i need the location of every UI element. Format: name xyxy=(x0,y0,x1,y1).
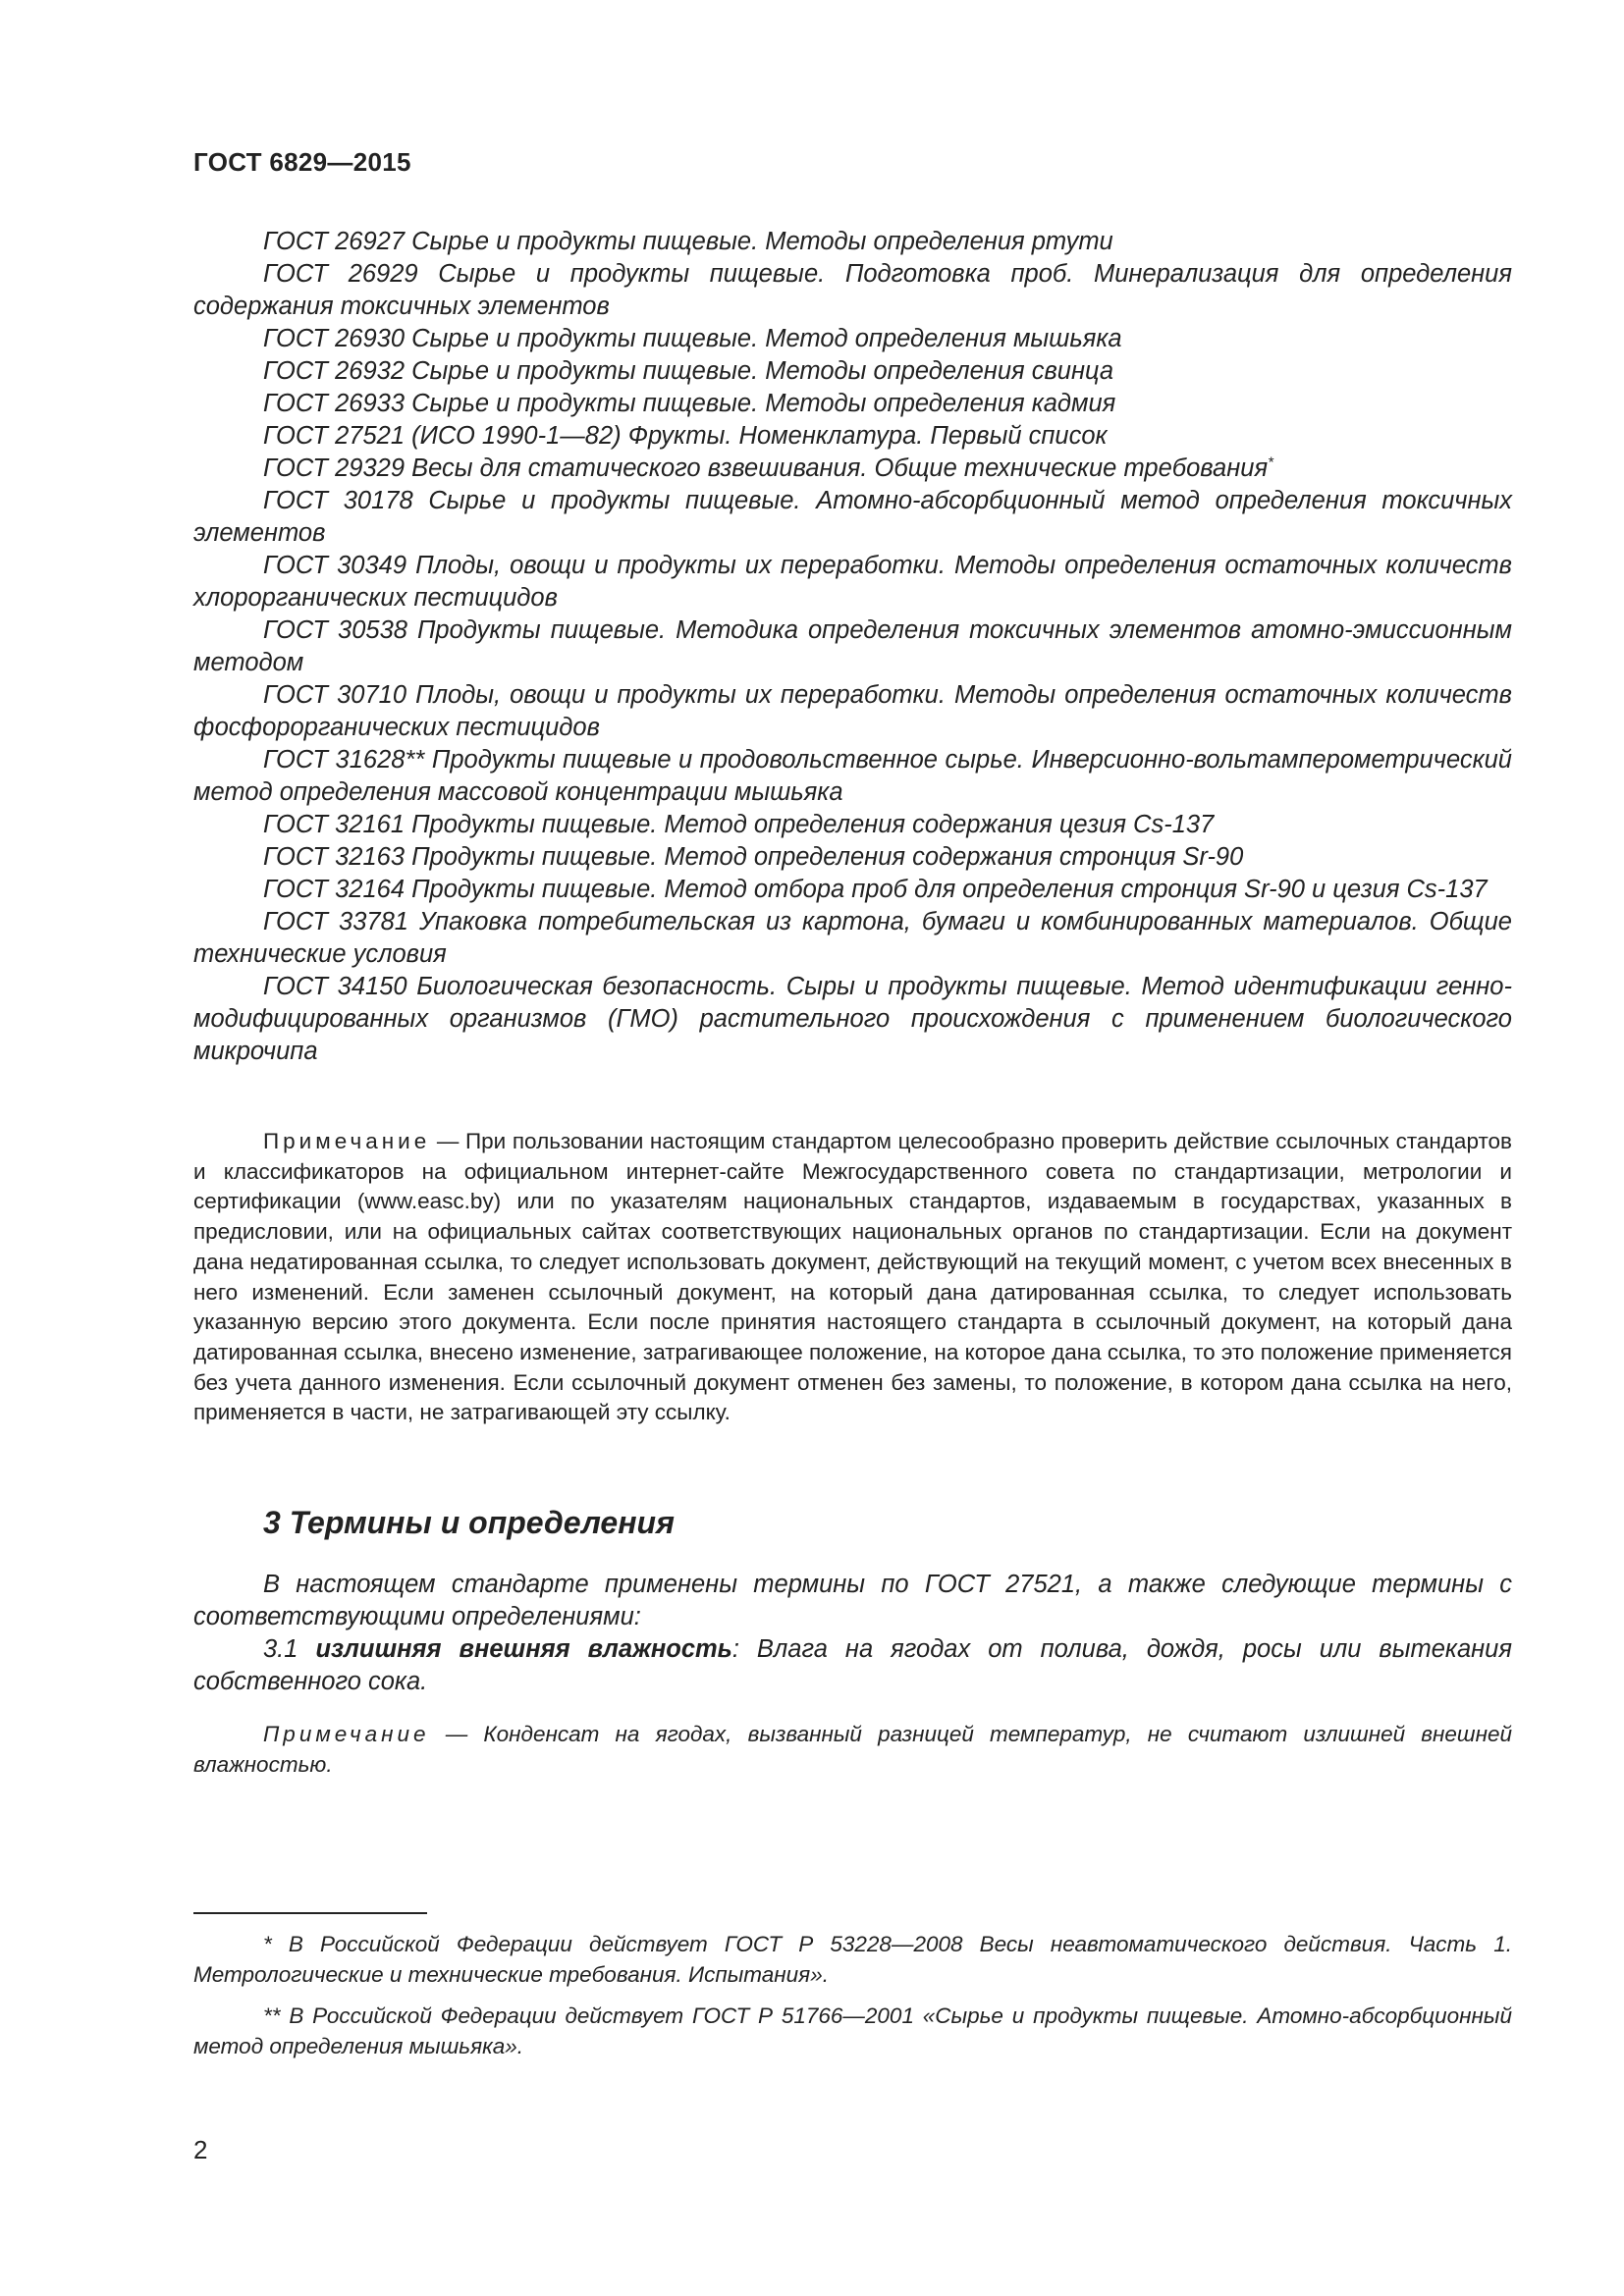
reference-item: ГОСТ 29329 Весы для статического взвешивания. Общие технические требования* xyxy=(263,454,1273,482)
footnotes xyxy=(193,1930,1512,2074)
footnote: ** В Российской Федерации действует ГОСТ Р 51766—2001 «Сырье и продукты пищевые. Атомно-абсорбционный метод определения мышьяка». xyxy=(193,2003,1512,2059)
page-number: 2 xyxy=(193,2135,208,2164)
term-note: Примечание — Конденсат на ягодах, вызванный разницей температур, не считают излишней внешней влажностью. xyxy=(193,1722,1512,1777)
reference-item: ГОСТ 30710 Плоды, овощи и продукты их переработки. Методы определения остаточных количеств фосфорорганических пестицидов xyxy=(193,681,1512,741)
section-title: 3 Термины и определения xyxy=(263,1505,675,1540)
references-note xyxy=(193,1127,1512,1428)
reference-item: ГОСТ 30538 Продукты пищевые. Методика определения токсичных элементов атомно-эмиссионным методом xyxy=(193,616,1512,676)
reference-item: ГОСТ 33781 Упаковка потребительская из картона, бумаги и комбинированных материалов. Общие технические условия xyxy=(193,908,1512,968)
term-definition: 3.1 излишняя внешняя влажность: Влага на ягодах от полива, дождя, росы или вытекания собственного сока. xyxy=(193,1635,1512,1695)
reference-item: ГОСТ 30178 Сырье и продукты пищевые. Атомно-абсорбционный метод определения токсичных элементов xyxy=(193,487,1512,547)
note-label: Примечание xyxy=(263,1129,431,1153)
reference-item: ГОСТ 31628** Продукты пищевые и продовольственное сырье. Инверсионно-вольтамперометрический метод определения массовой концентрации мышьяка xyxy=(193,746,1512,806)
document-header: ГОСТ 6829—2015 xyxy=(193,147,411,177)
reference-item: ГОСТ 27521 (ИСО 1990-1—82) Фрукты. Номенклатура. Первый список xyxy=(263,422,1108,450)
section-body xyxy=(193,1569,1512,1780)
normative-references-list xyxy=(193,226,1512,1068)
reference-item: ГОСТ 26927 Сырье и продукты пищевые. Методы определения ртути xyxy=(263,228,1113,255)
reference-item: ГОСТ 34150 Биологическая безопасность. Сыры и продукты пищевые. Метод идентификации генно-модифицированных организмов (ГМО) растительного происхождения с применением биологического микрочипа xyxy=(193,973,1512,1065)
reference-item: ГОСТ 32161 Продукты пищевые. Метод определения содержания цезия Cs-137 xyxy=(263,811,1215,838)
section-intro: В настоящем стандарте применены термины по ГОСТ 27521, а также следующие термины с соответствующими определениями: xyxy=(193,1571,1512,1630)
reference-item: ГОСТ 26933 Сырье и продукты пищевые. Методы определения кадмия xyxy=(263,390,1116,417)
term-name: излишняя внешняя влажность xyxy=(315,1635,732,1663)
footnote-marker: * xyxy=(1268,454,1273,471)
reference-item: ГОСТ 26932 Сырье и продукты пищевые. Методы определения свинца xyxy=(263,357,1114,385)
footnote: * В Российской Федерации действует ГОСТ Р 53228—2008 Весы неавтоматического действия. Часть 1. Метрологические и технические требования. Испытания». xyxy=(193,1932,1512,1987)
reference-item: ГОСТ 32163 Продукты пищевые. Метод определения содержания стронция Sr-90 xyxy=(263,843,1244,871)
reference-item: ГОСТ 30349 Плоды, овощи и продукты их переработки. Методы определения остаточных количеств хлорорганических пестицидов xyxy=(193,552,1512,612)
footnote-divider xyxy=(193,1912,427,1914)
note-text: — При пользовании настоящим стандартом целесообразно проверить действие ссылочных стандартов и классификаторов на официальном интернет-сайте Межгосударственного совета по стандартизации, метрологии и сертификации (www.easc.by) или по указателям национальных стандартов, издаваемым в государствах, указанных в предисловии, или на официальных сайтах соответствующих национальных органов по стандартизации. Если на документ дана недатированная ссылка, то следует использовать документ, действующий на текущий момент, с учетом всех внесенных в него изменений. Если заменен ссылочный документ, на который дана датированная ссылка, то следует использовать указанную версию этого документа. Если после принятия настоящего стандарта в ссылочный документ, на который дана датированная ссылка, внесено изменение, затрагивающее положение, на которое дана ссылка, то это положение применяется без учета данного изменения. Если ссылочный документ отменен без замены, то положение, в котором дана ссылка на него, применяется в части, не затрагивающей эту ссылку. xyxy=(193,1129,1512,1425)
reference-item: ГОСТ 26929 Сырье и продукты пищевые. Подготовка проб. Минерализация для определения содержания токсичных элементов xyxy=(193,260,1512,320)
reference-item: ГОСТ 26930 Сырье и продукты пищевые. Метод определения мышьяка xyxy=(263,325,1122,352)
reference-item: ГОСТ 32164 Продукты пищевые. Метод отбора проб для определения стронция Sr-90 и цезия Cs-137 xyxy=(263,876,1488,903)
